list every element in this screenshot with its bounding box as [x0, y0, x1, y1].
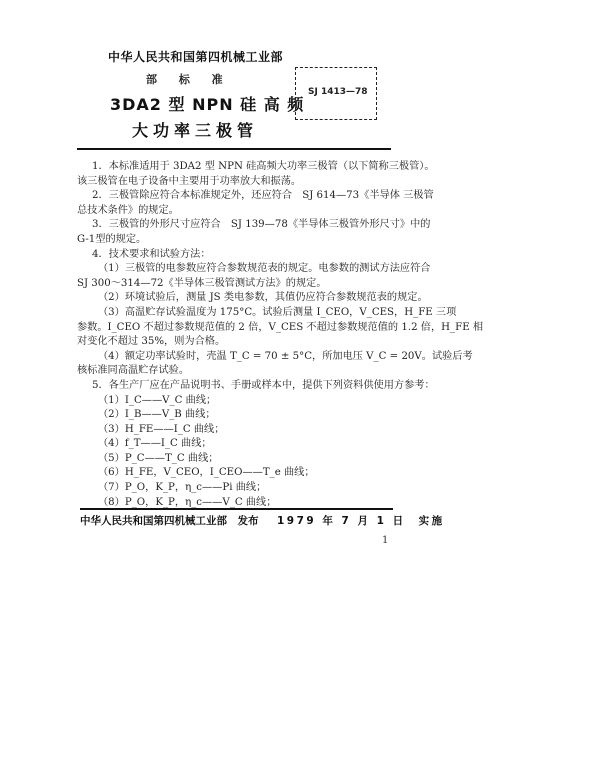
standard-type: 部 标 准 — [146, 73, 223, 86]
clause-2: 2．三极管除应符合本标准规定外，还应符合 SJ 614—73《半导体 三极管 — [92, 190, 434, 202]
curve-item-6: （6）H_FE，V_CEO，I_CEO——T_e 曲线； — [98, 467, 315, 479]
clause-2-cont: 总技术条件》的规定。 — [77, 204, 179, 216]
curve-item-8: （8）P_O，K_P，η_c——V_C 曲线； — [98, 496, 277, 508]
clause-4-4-cont: 核标准同高温贮存试验。 — [77, 365, 190, 377]
page-number: 1 — [382, 535, 389, 546]
clause-4-2: （2）环境试验后，测量 JS 类电参数，其值仍应符合参数规范表的规定。 — [98, 292, 428, 304]
curve-item-7: （7）P_O，K_P，η_c——Pi 曲线； — [98, 482, 267, 494]
clause-1-cont: 该三极管在电子设备中主要用于功率放大和振荡。 — [77, 175, 302, 187]
document-title-line2: 大功率三极管 — [132, 121, 259, 140]
standard-code: SJ 1413—78 — [308, 87, 368, 97]
clause-5: 5．各生产厂应在产品说明书、手册或样本中，提供下列资料供使用方参考： — [92, 379, 435, 391]
clause-1: 1．本标准适用于 3DA2 型 NPN 硅高频大功率三极管（以下简称三极管）。 — [92, 161, 435, 172]
curve-item-1: （1）I_C——V_C 曲线； — [98, 394, 217, 406]
document-title-line1: 3DA2 型 NPN 硅 高 频 — [110, 95, 305, 114]
curve-item-2: （2）I_B——V_B 曲线； — [98, 409, 216, 421]
curve-item-3: （3）H_FE——I_C 曲线； — [98, 423, 225, 435]
curve-item-5: （5）P_C——T_C 曲线； — [98, 452, 219, 464]
clause-4-3-cont2: 对变化不超过 35%，则为合格。 — [77, 336, 226, 348]
issuer-line: 中华人民共和国第四机械工业部 发布 — [80, 515, 259, 527]
header-divider — [77, 148, 391, 150]
clause-3: 3．三极管的外形尺寸应符合 SJ 139—78《半导体三极管外形尺寸》中的 — [92, 219, 431, 231]
clause-4-1: （1）三极管的电参数应符合参数规范表的规定。电参数的测试方法应符合 — [98, 263, 431, 275]
effective-date: 1979 年 7 月 1 日 实施 — [277, 515, 445, 527]
clause-3-cont: G-1型的规定。 — [77, 233, 147, 245]
issuing-organization: 中华人民共和国第四机械工业部 — [108, 50, 284, 64]
clause-4-3: （3）高温贮存试验温度为 175°C。试验后测量 I_CEO，V_CES，H_FE 三项 — [98, 306, 457, 318]
document-body — [77, 160, 484, 510]
footer-divider — [80, 508, 393, 510]
clause-4-1-cont: SJ 300～314—72《半导体三极管测试方法》的规定。 — [77, 277, 327, 289]
clause-4-4: （4）额定功率试验时，壳温 T_C = 70 ± 5°C，所加电压 V_C = 20V。试验后考 — [98, 350, 473, 362]
clause-4: 4．技术要求和试验方法： — [92, 248, 211, 260]
clause-4-3-cont: 参数。I_CEO 不超过参数规范值的 2 倍，V_CES 不超过参数规范值的 1.2 倍，H_FE 相 — [77, 321, 484, 333]
curve-item-4: （4）f_T——I_C 曲线； — [98, 438, 212, 450]
